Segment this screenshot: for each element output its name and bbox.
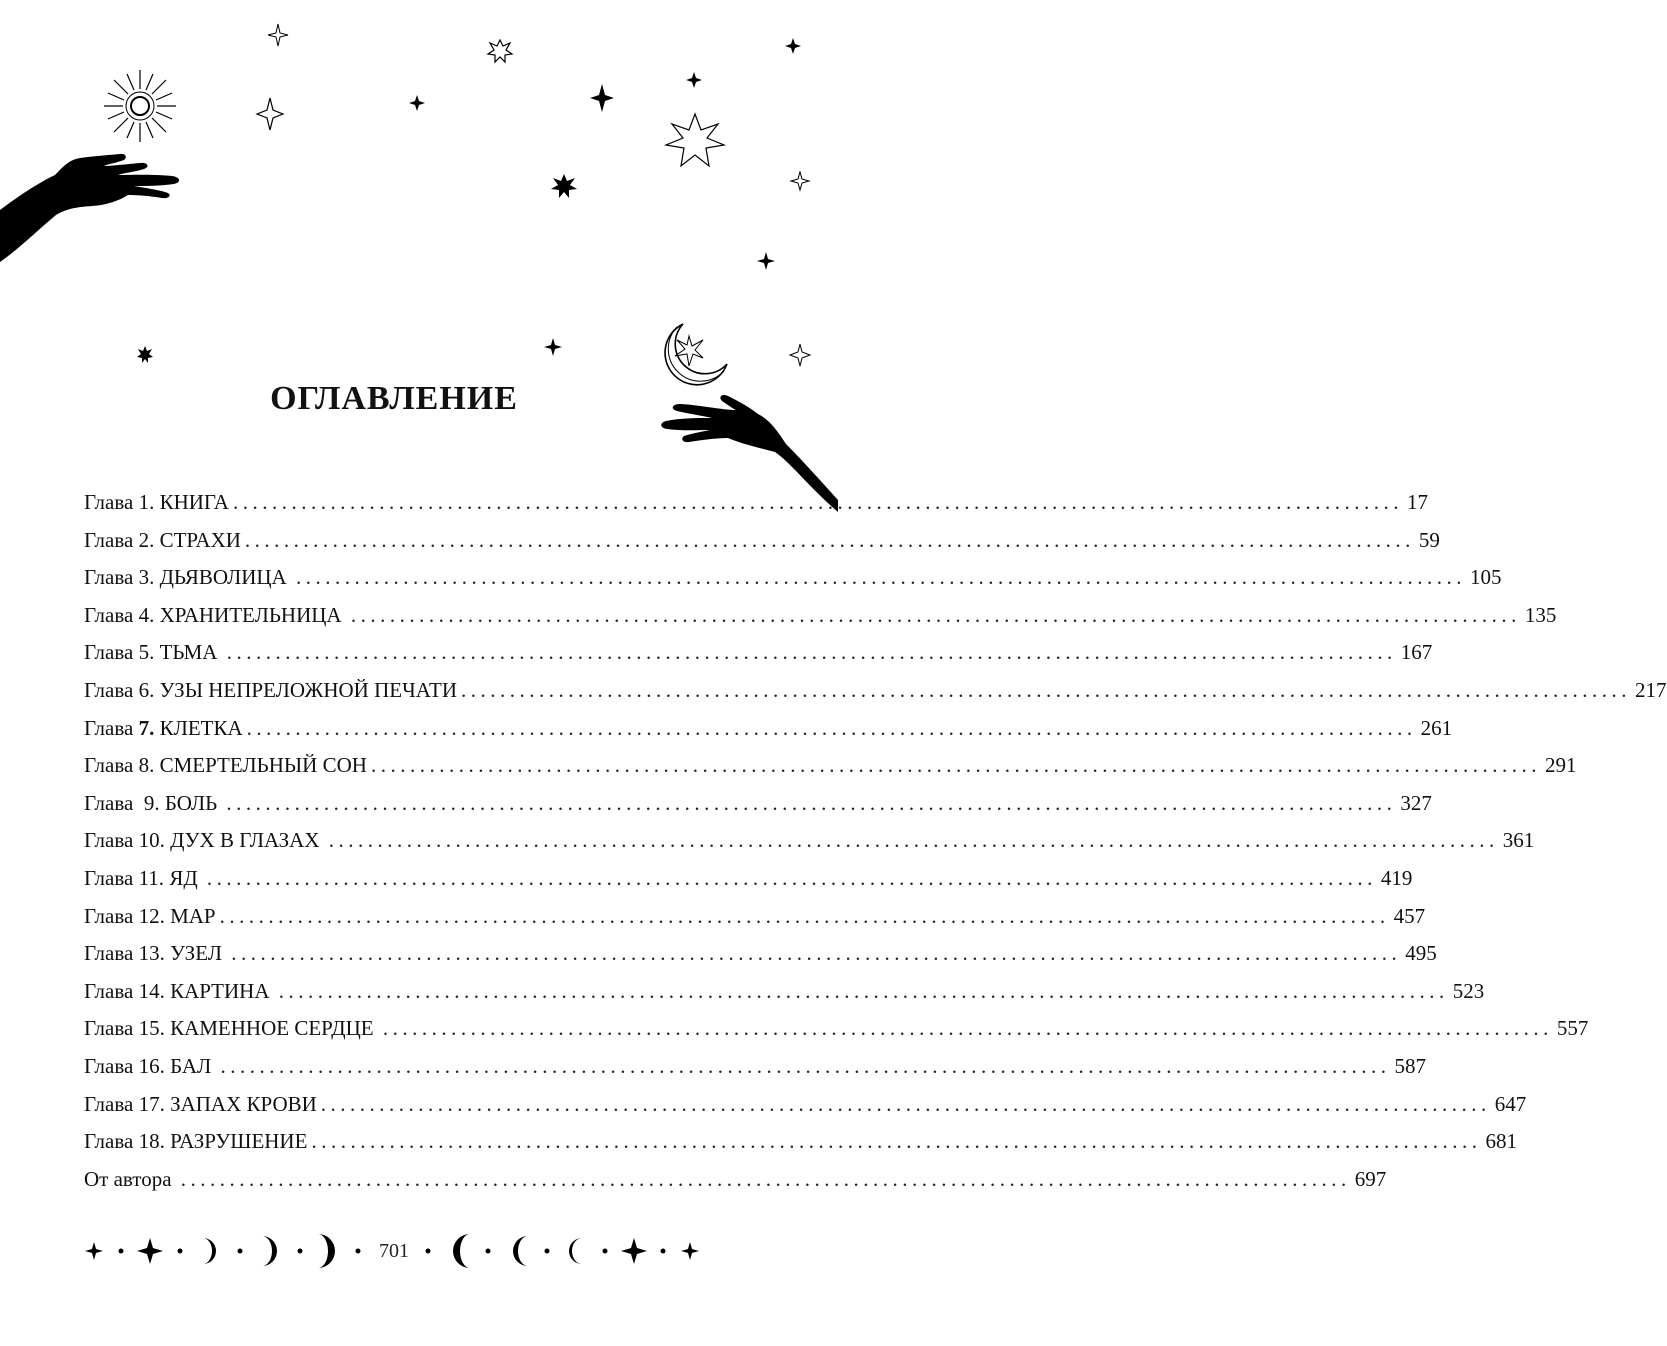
toc-page-number: 495 [1405,941,1437,966]
toc-entry[interactable] [84,484,1428,522]
star-icon [85,1242,103,1260]
chapter-title: ДУХ В ГЛАЗАХ [164,828,325,853]
toc-entry[interactable] [84,522,1440,560]
chapter-number: 8. [138,753,155,778]
toc-entry[interactable] [84,1010,1589,1048]
chapter-title: РАЗРУШЕНИЕ [164,1129,308,1154]
dot-icon [545,1249,550,1254]
toc-entry[interactable] [84,935,1437,973]
toc-page-number: 419 [1380,865,1413,890]
crescent-moon-icon [262,1236,277,1266]
chapter-title: БОЛЬ [159,790,223,815]
star-icon [488,40,512,62]
chapter-label: От автора [84,1166,177,1191]
star-icon [757,252,775,270]
chapter-label: Глава [84,828,139,853]
dot-leader: ........................................................................................................................ [278,978,1449,1003]
dot-icon [356,1249,361,1254]
star-icon [257,98,283,130]
dot-icon [661,1249,666,1254]
chapter-title: КАМЕННОЕ СЕРДЦЕ [164,1016,379,1041]
toc-entry[interactable] [84,822,1535,860]
star-icon [785,38,801,54]
toc-entry[interactable] [84,634,1433,672]
dot-leader: ........................................................................................................................ [382,1016,1553,1041]
chapter-number: 13. [138,941,165,966]
chapter-title: УЗЕЛ [164,941,228,966]
toc-entry[interactable] [84,1086,1527,1124]
dot-leader: ........................................................................................................................ [180,1166,1351,1191]
toc-page-number: 167 [1400,640,1433,665]
dot-icon [298,1249,303,1254]
star-icon [137,1238,163,1264]
stars-group [137,24,810,366]
toc-page-number: 681 [1485,1129,1517,1154]
toc-entry-title [84,860,203,898]
toc-entry[interactable] [84,672,1667,710]
chapter-label: Глава [84,1053,139,1078]
toc-page-number: 17 [1406,490,1428,514]
toc-entry-title [84,672,457,710]
chapter-title: ЯД [164,865,203,890]
chapter-number: 9. [143,790,160,815]
toc-entry[interactable] [84,1048,1427,1086]
chapter-number: 5. [138,640,155,665]
chapter-label: Глава [84,1091,139,1116]
dot-leader: ........................................................................................................................ [244,527,1415,552]
toc-entry-title [84,597,347,635]
sun-icon [104,70,176,142]
crescent-moon-icon [513,1236,528,1266]
chapter-number: 1. [138,490,155,514]
toc-entry-title [84,1086,317,1124]
chapter-title: УЗЫ НЕПРЕЛОЖНОЙ ПЕЧАТИ [154,677,458,702]
dot-leader: ........................................................................................................................ [328,828,1499,853]
toc-page-number: 291 [1544,753,1577,778]
chapter-label: Глава [84,715,139,740]
dot-icon [119,1249,124,1254]
toc-page-number: 361 [1502,828,1535,853]
left-hand-icon [0,154,179,262]
celestial-illustration [0,0,838,520]
chapter-label: Глава [84,677,139,702]
dot-icon [603,1249,608,1254]
toc-page-number: 647 [1494,1091,1527,1116]
chapter-title: ХРАНИТЕЛЬНИЦА [154,602,347,627]
dot-leader: ........................................................................................................................ [226,790,1397,815]
toc-page-number: 523 [1452,978,1485,1003]
chapter-label: Глава [84,865,139,890]
star-icon [137,346,153,363]
star-icon [621,1238,647,1264]
toc-entry-title [84,559,292,597]
star-icon [268,24,288,46]
chapter-label: Глава [84,1016,139,1041]
dot-leader: ........................................................................................................................ [370,753,1541,778]
toc-page-number: 105 [1469,565,1502,590]
star-icon [666,114,724,166]
toc-page-number: 327 [1400,790,1432,815]
chapter-number: 6. [138,677,155,702]
toc-page-number: 59 [1418,527,1440,552]
star-icon [790,344,810,366]
toc-entry-title [84,710,243,748]
toc-entry[interactable] [84,1123,1517,1161]
dot-icon [426,1249,431,1254]
chapter-label: Глава [84,565,139,590]
chapter-title: ТЬМА [154,640,223,665]
toc-entry[interactable] [84,898,1426,936]
chapter-number: 16. [138,1053,165,1078]
chapter-number: 7. [138,715,155,740]
chapter-number: 3. [138,565,155,590]
chapter-label: Глава [84,490,139,514]
crescent-moon-icon [203,1238,216,1264]
toc-page-number: 457 [1393,903,1426,928]
chapter-title: ЗАПАХ КРОВИ [164,1091,317,1116]
chapter-title: КНИГА [154,490,229,514]
dot-icon [178,1249,183,1254]
dot-leader: ........................................................................................................................ [232,490,1403,514]
chapter-number: 2. [138,527,155,552]
chapter-number: 11. [138,865,165,890]
star-icon [409,95,425,111]
page-title: ОГЛАВЛЕНИЕ [270,380,518,417]
chapter-label: Глава [84,790,144,815]
dot-leader: ........................................................................................................................ [350,602,1521,627]
toc-page-number: 587 [1394,1053,1427,1078]
dot-leader: ........................................................................................................................ [206,865,1377,890]
chapter-title: МАР [164,903,216,928]
toc-entry-title [84,1010,379,1048]
footer-ornament [0,1228,838,1274]
chapter-label: Глава [84,903,139,928]
star-icon [686,72,702,88]
chapter-number: 12. [138,903,165,928]
toc-page-number: 261 [1420,715,1453,740]
toc-page-number: 217 [1635,677,1667,702]
toc-entry-title [84,1048,217,1086]
chapter-label: Глава [84,978,139,1003]
toc-entry-title [84,935,227,973]
table-of-contents [84,484,1667,1198]
chapter-title: СТРАХИ [154,527,241,552]
crescent-moon-icon [569,1238,582,1264]
toc-entry[interactable] [84,559,1502,597]
chapter-number: 14. [138,978,165,1003]
toc-page-number: 135 [1524,602,1557,627]
chapter-title: БАЛ [164,1053,217,1078]
chapter-label: Глава [84,527,139,552]
star-icon [791,172,809,190]
toc-page-number: 557 [1556,1016,1589,1041]
dot-leader: ........................................................................................................................ [219,903,1390,928]
star-icon [544,338,562,356]
chapter-label: Глава [84,602,139,627]
dot-leader: ........................................................................................................................ [231,941,1402,966]
chapter-title: КАРТИНА [164,978,275,1003]
chapter-title: КЛЕТКА [154,715,243,740]
toc-entry[interactable] [84,785,1432,823]
dot-leader: ........................................................................................................................ [320,1091,1491,1116]
chapter-number: 17. [138,1091,165,1116]
toc-entry[interactable] [84,747,1577,785]
star-icon [681,1242,699,1260]
chapter-number: 4. [138,602,155,627]
page-number: 701 [379,1240,409,1262]
dot-leader: ........................................................................................................................ [311,1129,1482,1154]
crescent-moon-icon [318,1234,335,1268]
toc-page-number: 697 [1354,1166,1387,1191]
crescent-moon-icon [665,324,727,385]
dot-icon [238,1249,243,1254]
crescent-moon-icon [453,1234,470,1268]
toc-entry-title [84,747,367,785]
star-icon [551,174,577,198]
toc-entry-title [84,785,222,823]
chapter-number: 15. [138,1016,165,1041]
toc-entry[interactable] [84,973,1485,1011]
chapter-label: Глава [84,941,139,966]
star-icon [590,84,614,112]
dot-leader: ........................................................................................................................ [295,565,1466,590]
toc-entry[interactable] [84,1161,1387,1199]
toc-entry-title [84,634,223,672]
dot-leader: ........................................................................................................................ [226,640,1397,665]
toc-entry-title [84,484,229,522]
chapter-label: Глава [84,1129,139,1154]
chapter-number: 18. [138,1129,165,1154]
toc-entry[interactable] [84,597,1557,635]
toc-entry[interactable] [84,710,1453,748]
toc-entry[interactable] [84,860,1413,898]
dot-icon [486,1249,491,1254]
chapter-label: Глава [84,640,139,665]
chapter-label: Глава [84,753,139,778]
chapter-number: 10. [138,828,165,853]
toc-entry-title [84,1123,307,1161]
dot-leader: ........................................................................................................................ [461,677,1632,702]
toc-entry-title [84,822,325,860]
chapter-title: СМЕРТЕЛЬНЫЙ СОН [154,753,367,778]
toc-entry-title [84,898,216,936]
dot-leader: ........................................................................................................................ [246,715,1417,740]
toc-entry-title [84,973,275,1011]
toc-entry-title [84,522,241,560]
dot-leader: ........................................................................................................................ [220,1053,1391,1078]
toc-entry-title [84,1161,177,1199]
chapter-title: ДЬЯВОЛИЦА [154,565,292,590]
